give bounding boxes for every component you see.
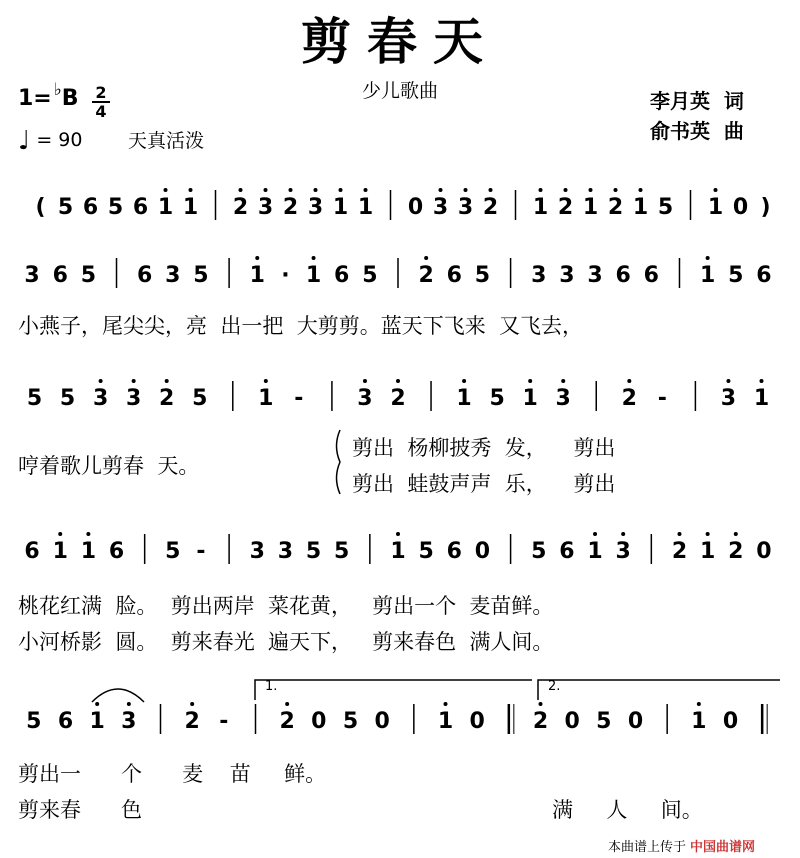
jianpu-note: ( (35, 195, 46, 220)
jianpu-note: 5 (59, 386, 76, 411)
octave-dot (424, 256, 428, 260)
jianpu-note: 1 (699, 539, 716, 564)
jianpu-note: 0 (722, 709, 739, 734)
jianpu-note: 3 (720, 386, 737, 411)
octave-dot (621, 532, 625, 536)
jianpu-note: 2 (728, 539, 744, 564)
octave-dot (726, 379, 730, 383)
octave-dot (339, 188, 343, 192)
jianpu-note: 6 (559, 539, 575, 564)
octave-dot (734, 532, 738, 536)
jianpu-note: - (657, 386, 667, 411)
octave-dot (189, 188, 193, 192)
jianpu-note: 1 (258, 386, 274, 411)
octave-dot (312, 256, 316, 260)
lyric-line-5-verse-1: 剪出一 个 麦 苗 鲜。 (18, 762, 327, 786)
octave-dot (639, 188, 643, 192)
octave-dot (264, 188, 268, 192)
jianpu-note: 1 (587, 539, 603, 564)
upload-note: 本曲谱上传于 (608, 840, 687, 855)
jianpu-note: 5 (334, 539, 350, 564)
meter-top: 2 (95, 83, 107, 102)
jianpu-note: 1 (390, 539, 406, 564)
octave-dot (528, 379, 532, 383)
tempo-value: = 90 (36, 129, 83, 151)
jianpu-note: 6 (24, 539, 40, 564)
volta-1-label: 1. (265, 679, 278, 694)
jianpu-note: 3 (432, 195, 449, 220)
jianpu-note: 3 (555, 386, 571, 411)
lyricist: 李月英 词 (650, 89, 744, 113)
jianpu-note: 2 (621, 386, 637, 411)
jianpu-note: 3 (457, 195, 474, 220)
octave-dot (127, 702, 131, 706)
jianpu-note: 5 (305, 539, 322, 564)
jianpu-note: 2 (159, 386, 175, 411)
octave-dot (627, 379, 631, 383)
jianpu-note: 6 (446, 263, 462, 288)
meter-bottom: 4 (92, 101, 110, 120)
jianpu-note: 1 (52, 539, 68, 564)
key-note: B (61, 86, 79, 111)
composer: 俞书英 曲 (650, 119, 744, 143)
octave-dot (164, 188, 168, 192)
lyric-line-5-verse-2-end: 满 人 间。 (552, 798, 703, 822)
jianpu-note: 3 (165, 263, 181, 288)
octave-dot (396, 379, 400, 383)
octave-dot (132, 379, 136, 383)
jianpu-note: 0 (374, 709, 390, 734)
jianpu-note: 3 (125, 386, 142, 411)
jianpu-note: 0 (469, 709, 485, 734)
jianpu-note: 6 (446, 539, 462, 564)
lyric-line-3-verse-2: 剪出 蛙鼓声声 乐， 剪出 (352, 472, 616, 496)
jianpu-note: 1 (582, 195, 599, 220)
jianpu-note: 5 (728, 263, 744, 288)
volta-2-label: 2. (548, 679, 561, 694)
jianpu-note: 1 (707, 195, 724, 220)
jianpu-note: 3 (24, 263, 40, 288)
verse-brace (337, 430, 341, 494)
volta-1-bracket (255, 680, 532, 700)
jianpu-note: 1 (182, 195, 199, 220)
jianpu-note: 6 (643, 263, 659, 288)
jianpu-note: 0 (564, 709, 580, 734)
lyric-line-3-verse-1: 剪出 杨柳披秀 发， 剪出 (352, 436, 616, 460)
octave-dot (677, 532, 681, 536)
jianpu-note: 0 (407, 195, 424, 220)
quarter-note-icon: ♩ (18, 126, 31, 156)
octave-dot (289, 188, 293, 192)
jianpu-note: 1 (522, 386, 538, 411)
jianpu-note: 5 (596, 709, 612, 734)
volta-2-bracket (538, 680, 780, 700)
octave-dot (255, 256, 259, 260)
jianpu-note: 3 (257, 195, 274, 220)
jianpu-note: 1 (456, 386, 472, 411)
lyric-line-4-verse-2: 小河桥影 圆。 剪来春光 遍天下， 剪来春色 满人间。 (18, 630, 554, 654)
octave-dot (264, 379, 268, 383)
site-logo: 中国曲谱网 (690, 840, 756, 855)
jianpu-note: 0 (311, 709, 327, 734)
jianpu-note: - (294, 386, 304, 411)
jianpu-note: 1 (532, 195, 549, 220)
jianpu-note: 5 (107, 195, 124, 220)
jianpu-note: 3 (121, 709, 137, 734)
song-title: 剪春天 (301, 12, 499, 71)
jianpu-note: 6 (334, 263, 350, 288)
jianpu-note: 2 (418, 263, 434, 288)
jianpu-note: 5 (657, 195, 674, 220)
jianpu-note: 5 (165, 539, 181, 564)
jianpu-note: 2 (557, 195, 574, 220)
octave-dot (364, 188, 368, 192)
jianpu-note: 0 (732, 195, 749, 220)
jianpu-note: 5 (26, 709, 42, 734)
jianpu-note: 5 (342, 709, 359, 734)
jianpu-note: 1 (699, 263, 716, 288)
jianpu-note: 2 (279, 709, 295, 734)
jianpu-note: 2 (482, 195, 499, 220)
octave-dot (759, 379, 763, 383)
octave-dot (165, 379, 169, 383)
slur (92, 689, 144, 702)
jianpu-note: 5 (474, 263, 491, 288)
jianpu-note: 5 (489, 386, 505, 411)
jianpu-note: 6 (108, 539, 125, 564)
jianpu-note: 5 (192, 386, 208, 411)
octave-dot (714, 188, 718, 192)
jianpu-note: 1 (80, 539, 97, 564)
jianpu-note: 2 (390, 386, 406, 411)
lyric-line-2: 小燕子，尾尖尖，亮 出一把 大剪剪。蓝天下飞来 又飞去， (18, 314, 584, 338)
jianpu-note: 2 (532, 709, 549, 734)
jianpu-note: 6 (615, 263, 631, 288)
jianpu-note: 6 (137, 263, 153, 288)
octave-dot (706, 256, 710, 260)
song-genre: 少儿歌曲 (361, 80, 438, 102)
jianpu-note: - (219, 709, 229, 734)
jianpu-note: 5 (531, 539, 547, 564)
octave-dot (99, 379, 103, 383)
jianpu-note: 6 (57, 709, 74, 734)
jianpu-note: 3 (587, 263, 603, 288)
octave-dot (462, 379, 466, 383)
jianpu-note: 5 (80, 263, 97, 288)
jianpu-note: - (196, 539, 206, 564)
jianpu-note: 5 (193, 263, 209, 288)
jianpu-note: 1 (691, 709, 707, 734)
octave-dot (593, 532, 597, 536)
jianpu-note: 3 (277, 539, 294, 564)
octave-dot (697, 702, 701, 706)
jianpu-note: 3 (307, 195, 324, 220)
octave-dot (464, 188, 468, 192)
octave-dot (564, 188, 568, 192)
jianpu-note: 3 (615, 539, 631, 564)
lyric-line-3: 哼着歌儿剪春 天。 (18, 454, 200, 478)
jianpu-note: 0 (756, 539, 772, 564)
jianpu-note: 6 (132, 195, 149, 220)
key-label: 1= (18, 86, 52, 111)
octave-dot (58, 532, 62, 536)
jianpu-note: 1 (437, 709, 454, 734)
jianpu-note: 3 (357, 386, 373, 411)
octave-dot (489, 188, 493, 192)
octave-dot (706, 532, 710, 536)
octave-dot (190, 702, 194, 706)
jianpu-note: 0 (627, 709, 644, 734)
octave-dot (444, 702, 448, 706)
jianpu-note: 6 (82, 195, 99, 220)
jianpu-note: 2 (607, 195, 624, 220)
jianpu-note: 5 (362, 263, 378, 288)
jianpu-note: ) (760, 195, 771, 220)
jianpu-note: 5 (418, 539, 434, 564)
jianpu-note: 1 (249, 263, 265, 288)
octave-dot (614, 188, 618, 192)
jianpu-note: 1 (332, 195, 349, 220)
jianpu-note: 1 (89, 709, 105, 734)
jianpu-note: 1 (157, 195, 174, 220)
jianpu-note: 3 (559, 263, 575, 288)
jianpu-note: 5 (26, 386, 43, 411)
octave-dot (314, 188, 318, 192)
jianpu-note: 3 (249, 539, 265, 564)
jianpu-note: 1 (632, 195, 649, 220)
octave-dot (239, 188, 243, 192)
jianpu-note: 1 (305, 263, 322, 288)
octave-dot (561, 379, 565, 383)
jianpu-note: 2 (184, 709, 200, 734)
flat-icon: ♭ (53, 80, 62, 100)
lyric-line-4-verse-1: 桃花红满 脸。 剪出两岸 菜花黄， 剪出一个 麦苗鲜。 (18, 594, 554, 618)
lyric-line-5-verse-2-start: 剪来春 色 (18, 798, 143, 822)
octave-dot (86, 532, 90, 536)
jianpu-note: 6 (756, 263, 772, 288)
footer-credit (608, 836, 755, 855)
jianpu-note: 0 (474, 539, 491, 564)
jianpu-note: 5 (57, 195, 74, 220)
jianpu-note: 1 (753, 386, 770, 411)
octave-dot (539, 188, 543, 192)
jianpu-note: 2 (282, 195, 299, 220)
octave-dot (539, 702, 543, 706)
jianpu-note: · (281, 263, 290, 288)
octave-dot (589, 188, 593, 192)
octave-dot (439, 188, 443, 192)
jianpu-note: 3 (92, 386, 109, 411)
octave-dot (285, 702, 289, 706)
octave-dot (95, 702, 99, 706)
jianpu-note: 6 (52, 263, 68, 288)
expression-marking: 天真活泼 (128, 130, 205, 152)
jianpu-note: 3 (531, 263, 547, 288)
jianpu-note: 2 (671, 539, 688, 564)
jianpu-note: 2 (232, 195, 249, 220)
jianpu-note: 1 (357, 195, 374, 220)
octave-dot (363, 379, 367, 383)
octave-dot (396, 532, 400, 536)
